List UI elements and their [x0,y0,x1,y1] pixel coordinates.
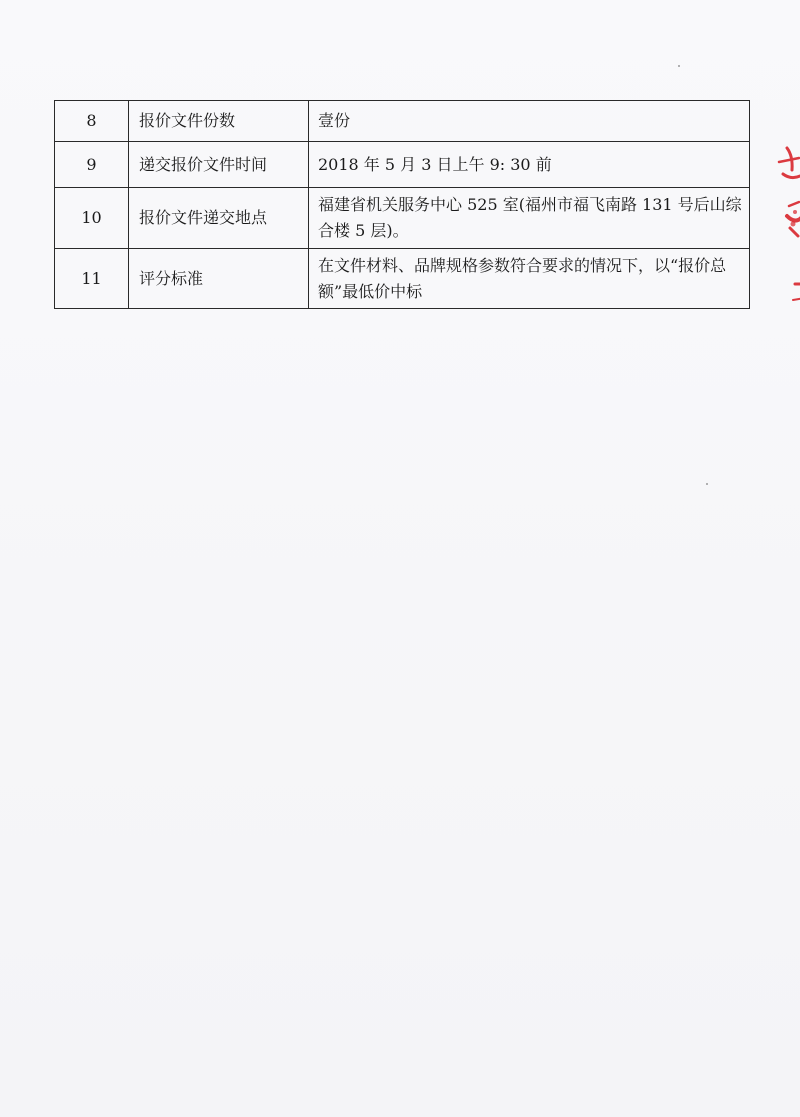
table-row [55,249,750,309]
row-content: 2018 年 5 月 3 日上午 9: 30 前 [309,142,750,188]
table-row [55,188,750,249]
row-number: 8 [55,101,129,142]
row-content: 壹份 [309,101,750,142]
row-item-label: 报价文件份数 [129,101,309,142]
procurement-info-table [54,100,750,309]
row-item-label: 递交报价文件时间 [129,142,309,188]
scan-speck [678,65,680,67]
scan-speck [706,483,708,485]
row-number: 11 [55,249,129,309]
table-row [55,101,750,142]
red-seal-stamp [765,128,800,328]
table-row [55,142,750,188]
row-number: 9 [55,142,129,188]
row-number: 10 [55,188,129,249]
row-item-label: 报价文件递交地点 [129,188,309,249]
row-content: 福建省机关服务中心 525 室(福州市福飞南路 131 号后山综合楼 5 层)。 [309,188,750,249]
row-content: 在文件材料、品牌规格参数符合要求的情况下，以“报价总额”最低价中标 [309,249,750,309]
row-item-label: 评分标准 [129,249,309,309]
